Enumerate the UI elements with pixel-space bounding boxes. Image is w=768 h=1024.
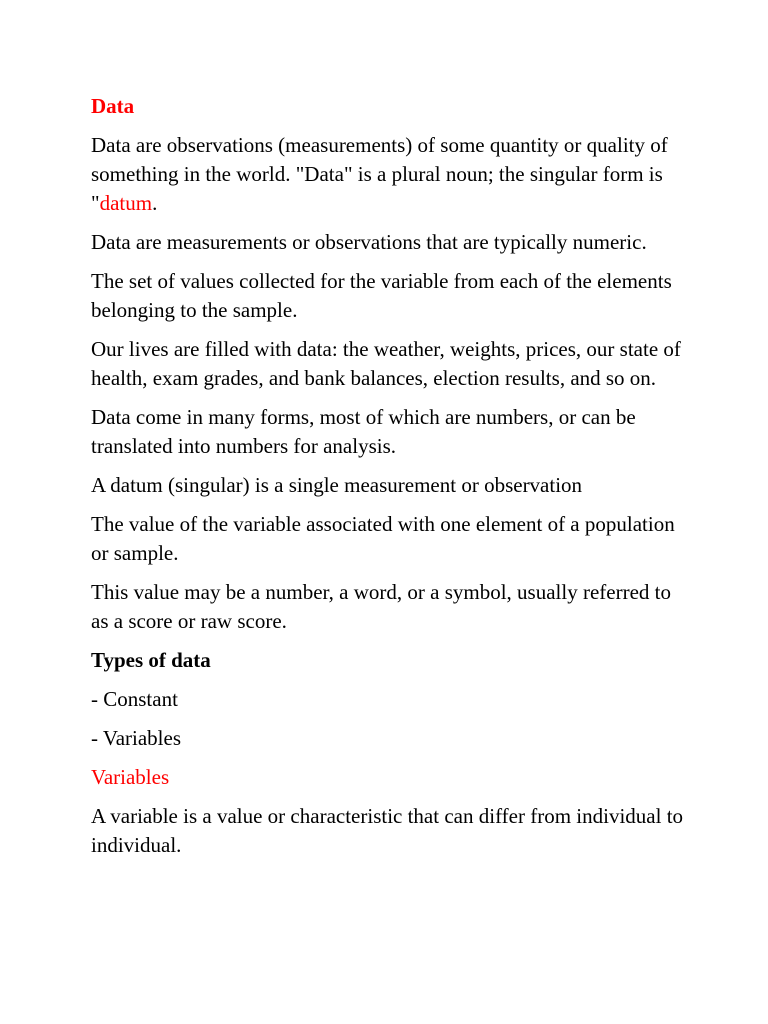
type-item-variables: - Variables bbox=[91, 726, 181, 750]
paragraph-lives-filled: Our lives are filled with data: the weather, weights, prices, our state of health, exam grades, and bank balances, election results, and so on. bbox=[91, 337, 681, 390]
paragraph-many-forms: Data come in many forms, most of which are numbers, or can be translated into numbers for analysis. bbox=[91, 405, 636, 458]
document-page bbox=[91, 92, 691, 870]
paragraph-definition bbox=[91, 131, 691, 218]
paragraph-number-word-symbol: This value may be a number, a word, or a symbol, usually referred to as a score or raw score. bbox=[91, 580, 671, 633]
datum-highlight: datum bbox=[99, 191, 153, 215]
variables-heading: Variables bbox=[91, 765, 170, 789]
paragraph-definition-text: Data are observations (measurements) of some quantity or quality of something in the world. "Data" is a plural noun; the singular form is " bbox=[91, 133, 668, 215]
paragraph-datum-singular: A datum (singular) is a single measurement or observation bbox=[91, 473, 583, 497]
paragraph-definition-end: . bbox=[152, 191, 158, 215]
paragraph-numeric: Data are measurements or observations that are typically numeric. bbox=[91, 230, 647, 254]
paragraph-values-collected: The set of values collected for the variable from each of the elements belonging to the sample. bbox=[91, 269, 672, 322]
section-heading-data: Data bbox=[91, 94, 135, 118]
paragraph-value-of-variable: The value of the variable associated with one element of a population or sample. bbox=[91, 512, 675, 565]
paragraph-variable-definition: A variable is a value or characteristic that can differ from individual to individual. bbox=[91, 804, 684, 857]
type-item-constant: - Constant bbox=[91, 687, 178, 711]
types-of-data-heading: Types of data bbox=[91, 648, 211, 672]
